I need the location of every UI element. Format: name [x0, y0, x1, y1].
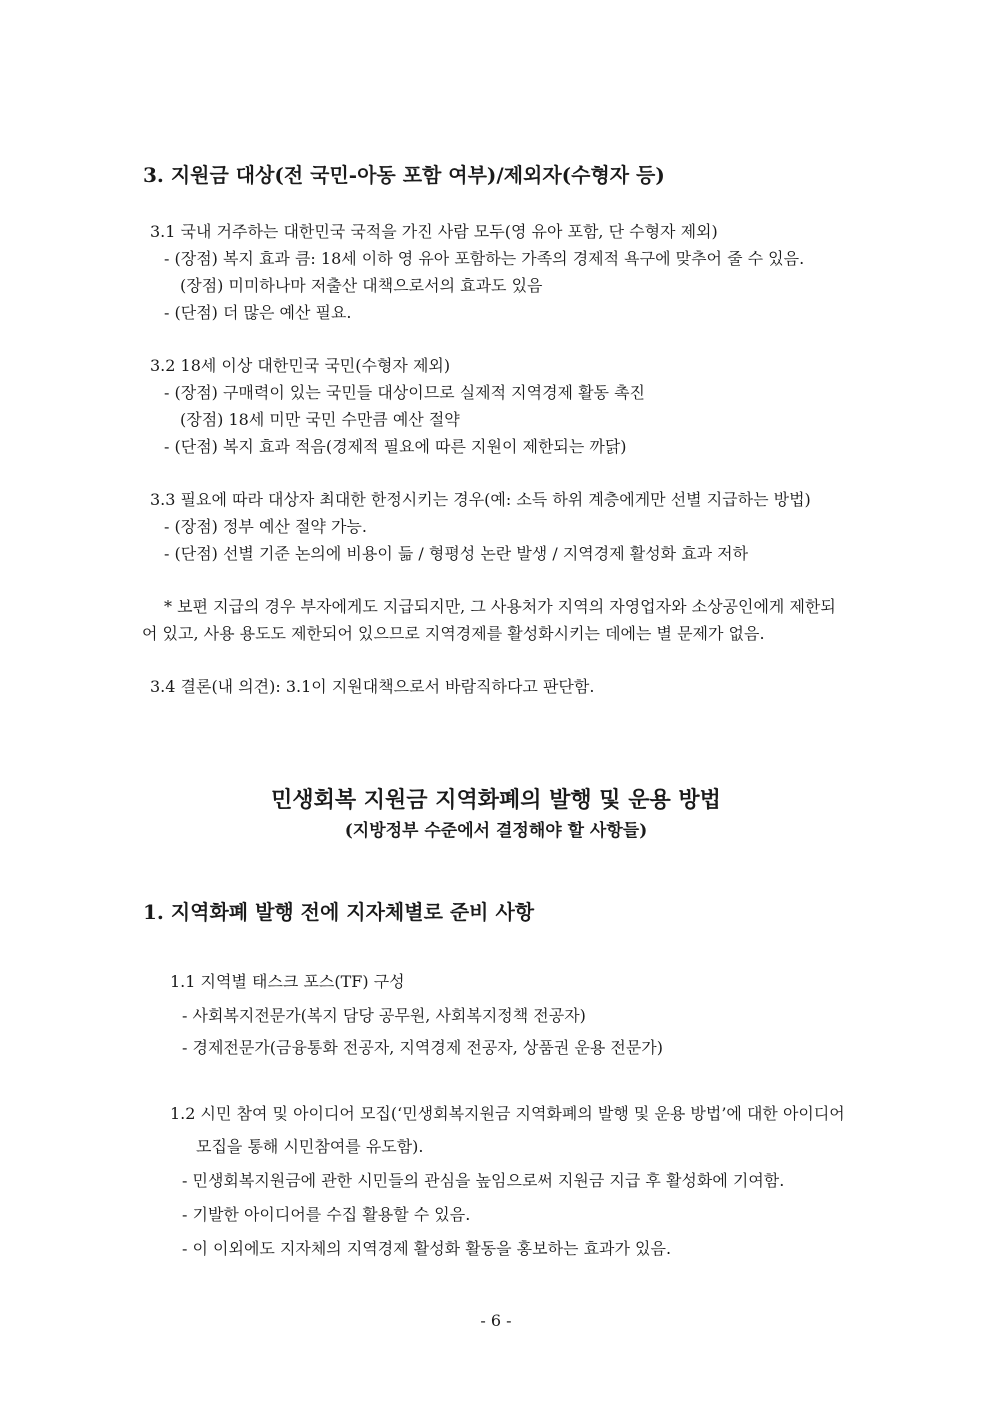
subsection-3-1-title: 3.1 국내 거주하는 대한민국 국적을 가진 사람 모두(영 유아 포함, 단 수형자 제외)	[150, 222, 718, 241]
list-item: - (장점) 정부 예산 절약 가능.	[164, 517, 367, 536]
list-item: - (단점) 선별 기준 논의에 비용이 듦 / 형평성 논란 발생 / 지역경제 활성화 효과 저하	[164, 544, 749, 563]
subsection-1-2-title: 1.2 시민 참여 및 아이디어 모집(‘민생회복지원금 지역화폐의 발행 및 운용 방법’에 대한 아이디어	[170, 1104, 845, 1123]
list-item: (장점) 미미하나마 저출산 대책으로서의 효과도 있음	[180, 276, 543, 295]
list-item: - 기발한 아이디어를 수집 활용할 수 있음.	[182, 1205, 471, 1224]
document-subtitle: (지방정부 수준에서 결정해야 할 사항들)	[344, 821, 648, 841]
section-3-heading: 3. 지원금 대상(전 국민-아동 포함 여부)/제외자(수형자 등)	[143, 163, 665, 187]
subsection-3-2-title: 3.2 18세 이상 대한민국 국민(수형자 제외)	[150, 356, 451, 375]
subsection-3-3-title: 3.3 필요에 따라 대상자 최대한 한정시키는 경우(예: 소득 하위 계층에게만 선별 지급하는 방법)	[150, 490, 811, 509]
list-item: - 경제전문가(금융통화 전공자, 지역경제 전공자, 상품권 운용 전문가)	[182, 1038, 663, 1057]
note-line-1: * 보편 지급의 경우 부자에게도 지급되지만, 그 사용처가 지역의 자영업자와 소상공인에게 제한되	[164, 597, 836, 616]
list-item: - (장점) 복지 효과 큼: 18세 이하 영 유아 포함하는 가족의 경제적 욕구에 맞추어 줄 수 있음.	[164, 249, 805, 268]
list-item: - (장점) 구매력이 있는 국민들 대상이므로 실제적 지역경제 활동 촉진	[164, 383, 645, 402]
section-1-heading: 1. 지역화폐 발행 전에 지자체별로 준비 사항	[143, 900, 535, 924]
list-item: - 이 이외에도 지자체의 지역경제 활성화 활동을 홍보하는 효과가 있음.	[182, 1239, 672, 1258]
subsection-1-2-title-cont: 모집을 통해 시민참여를 유도함).	[196, 1137, 424, 1156]
page-number: - 6 -	[480, 1311, 512, 1330]
document-title: 민생회복 지원금 지역화폐의 발행 및 운용 방법	[271, 787, 721, 813]
list-item: - 사회복지전문가(복지 담당 공무원, 사회복지정책 전공자)	[182, 1006, 586, 1025]
subsection-1-1-title: 1.1 지역별 태스크 포스(TF) 구성	[170, 972, 405, 991]
subsection-3-4-conclusion: 3.4 결론(내 의견): 3.1이 지원대책으로서 바람직하다고 판단함.	[150, 677, 595, 696]
list-item: - (단점) 복지 효과 적음(경제적 필요에 따른 지원이 제한되는 까닭)	[164, 437, 627, 456]
note-line-2: 어 있고, 사용 용도도 제한되어 있으므로 지역경제를 활성화시키는 데에는 별 문제가 없음.	[142, 624, 765, 643]
list-item: - 민생회복지원금에 관한 시민들의 관심을 높임으로써 지원금 지급 후 활성화에 기여함.	[182, 1171, 785, 1190]
list-item: - (단점) 더 많은 예산 필요.	[164, 303, 352, 322]
list-item: (장점) 18세 미만 국민 수만큼 예산 절약	[180, 410, 460, 429]
